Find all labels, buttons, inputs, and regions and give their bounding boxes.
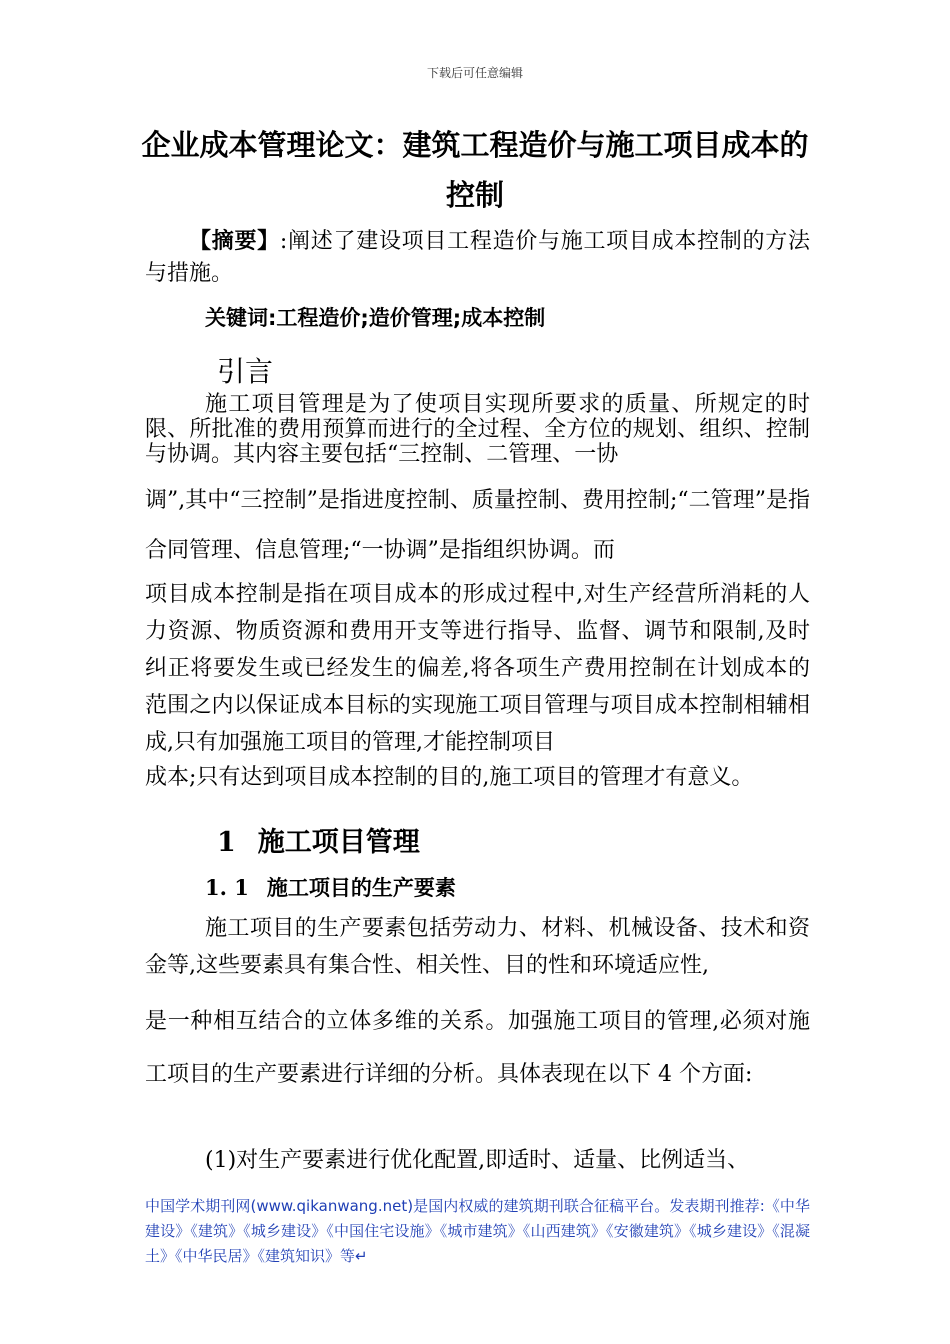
footer-ad: 中国学术期刊网(www.qikanwang.net)是国内权威的建筑期刊联合征稿平台。发表期刊推荐:《中华建设》《建筑》《城乡建设》《中国住宅设施》《城市建筑》《山西建筑》《安徽建筑》《城乡建设》《混凝土》《中华民居》《建筑知识》等↵ (145, 1197, 810, 1265)
abstract (145, 226, 810, 290)
keywords: 关键词:工程造价;造价管理;成本控制 (205, 306, 546, 330)
section-1-1-paragraph-2: 是一种相互结合的立体多维的关系。加强施工项目的管理,必须对施工项目的生产要素进行详细的分析。具体表现在以下 4 个方面: (145, 1009, 810, 1087)
section-1-1-paragraph-1: 施工项目的生产要素包括劳动力、材料、机械设备、技术和资金等,这些要素具有集合性、相关性、目的性和环境适应性, (145, 916, 810, 978)
intro-paragraph-3: 项目成本控制是指在项目成本的形成过程中,对生产经营所消耗的人力资源、物质资源和费用开支等进行指导、监督、调节和限制,及时纠正将要发生或已经发生的偏差,将各项生产费用控制在计划成本的范围之内以保证成本目标的实现施工项目管理与项目成本控制相辅相成,只有加强施工项目的管理,才能控制项目 (145, 582, 810, 755)
section-1-number: 1 (217, 827, 236, 858)
section-1-1-number: 1. 1 (205, 875, 249, 900)
section-1-title: 施工项目管理 (257, 827, 420, 858)
abstract-text: :阐述了建设项目工程造价与施工项目成本控制的方法与措施。 (145, 229, 810, 286)
intro-heading: 引言 (217, 355, 274, 388)
section-1-heading (217, 820, 420, 859)
intro-paragraph-1: 施工项目管理是为了使项目实现所要求的质量、所规定的时限、所批准的费用预算而进行的全过程、全方位的规划、组织、控制与协调。其内容主要包括“三控制、二管理、一协 (145, 392, 810, 467)
intro-paragraph-4: 成本;只有达到项目成本控制的目的,施工项目的管理才有意义。 (145, 765, 754, 790)
document-title: 企业成本管理论文：建筑工程造价与施工项目成本的控制 (141, 128, 809, 212)
section-1-1-title: 施工项目的生产要素 (266, 876, 456, 900)
header-note: 下载后可任意编辑 (426, 66, 523, 80)
intro-paragraph-2: 调”,其中“三控制”是指进度控制、质量控制、费用控制;“二管理”是指合同管理、信息管理;“一协调”是指组织协调。而 (145, 488, 810, 563)
abstract-label: 【摘要】 (189, 229, 280, 254)
section-1-1-heading (205, 872, 456, 902)
section-1-1-item-1: (1)对生产要素进行优化配置,即适时、适量、比例适当、 (205, 1148, 750, 1173)
